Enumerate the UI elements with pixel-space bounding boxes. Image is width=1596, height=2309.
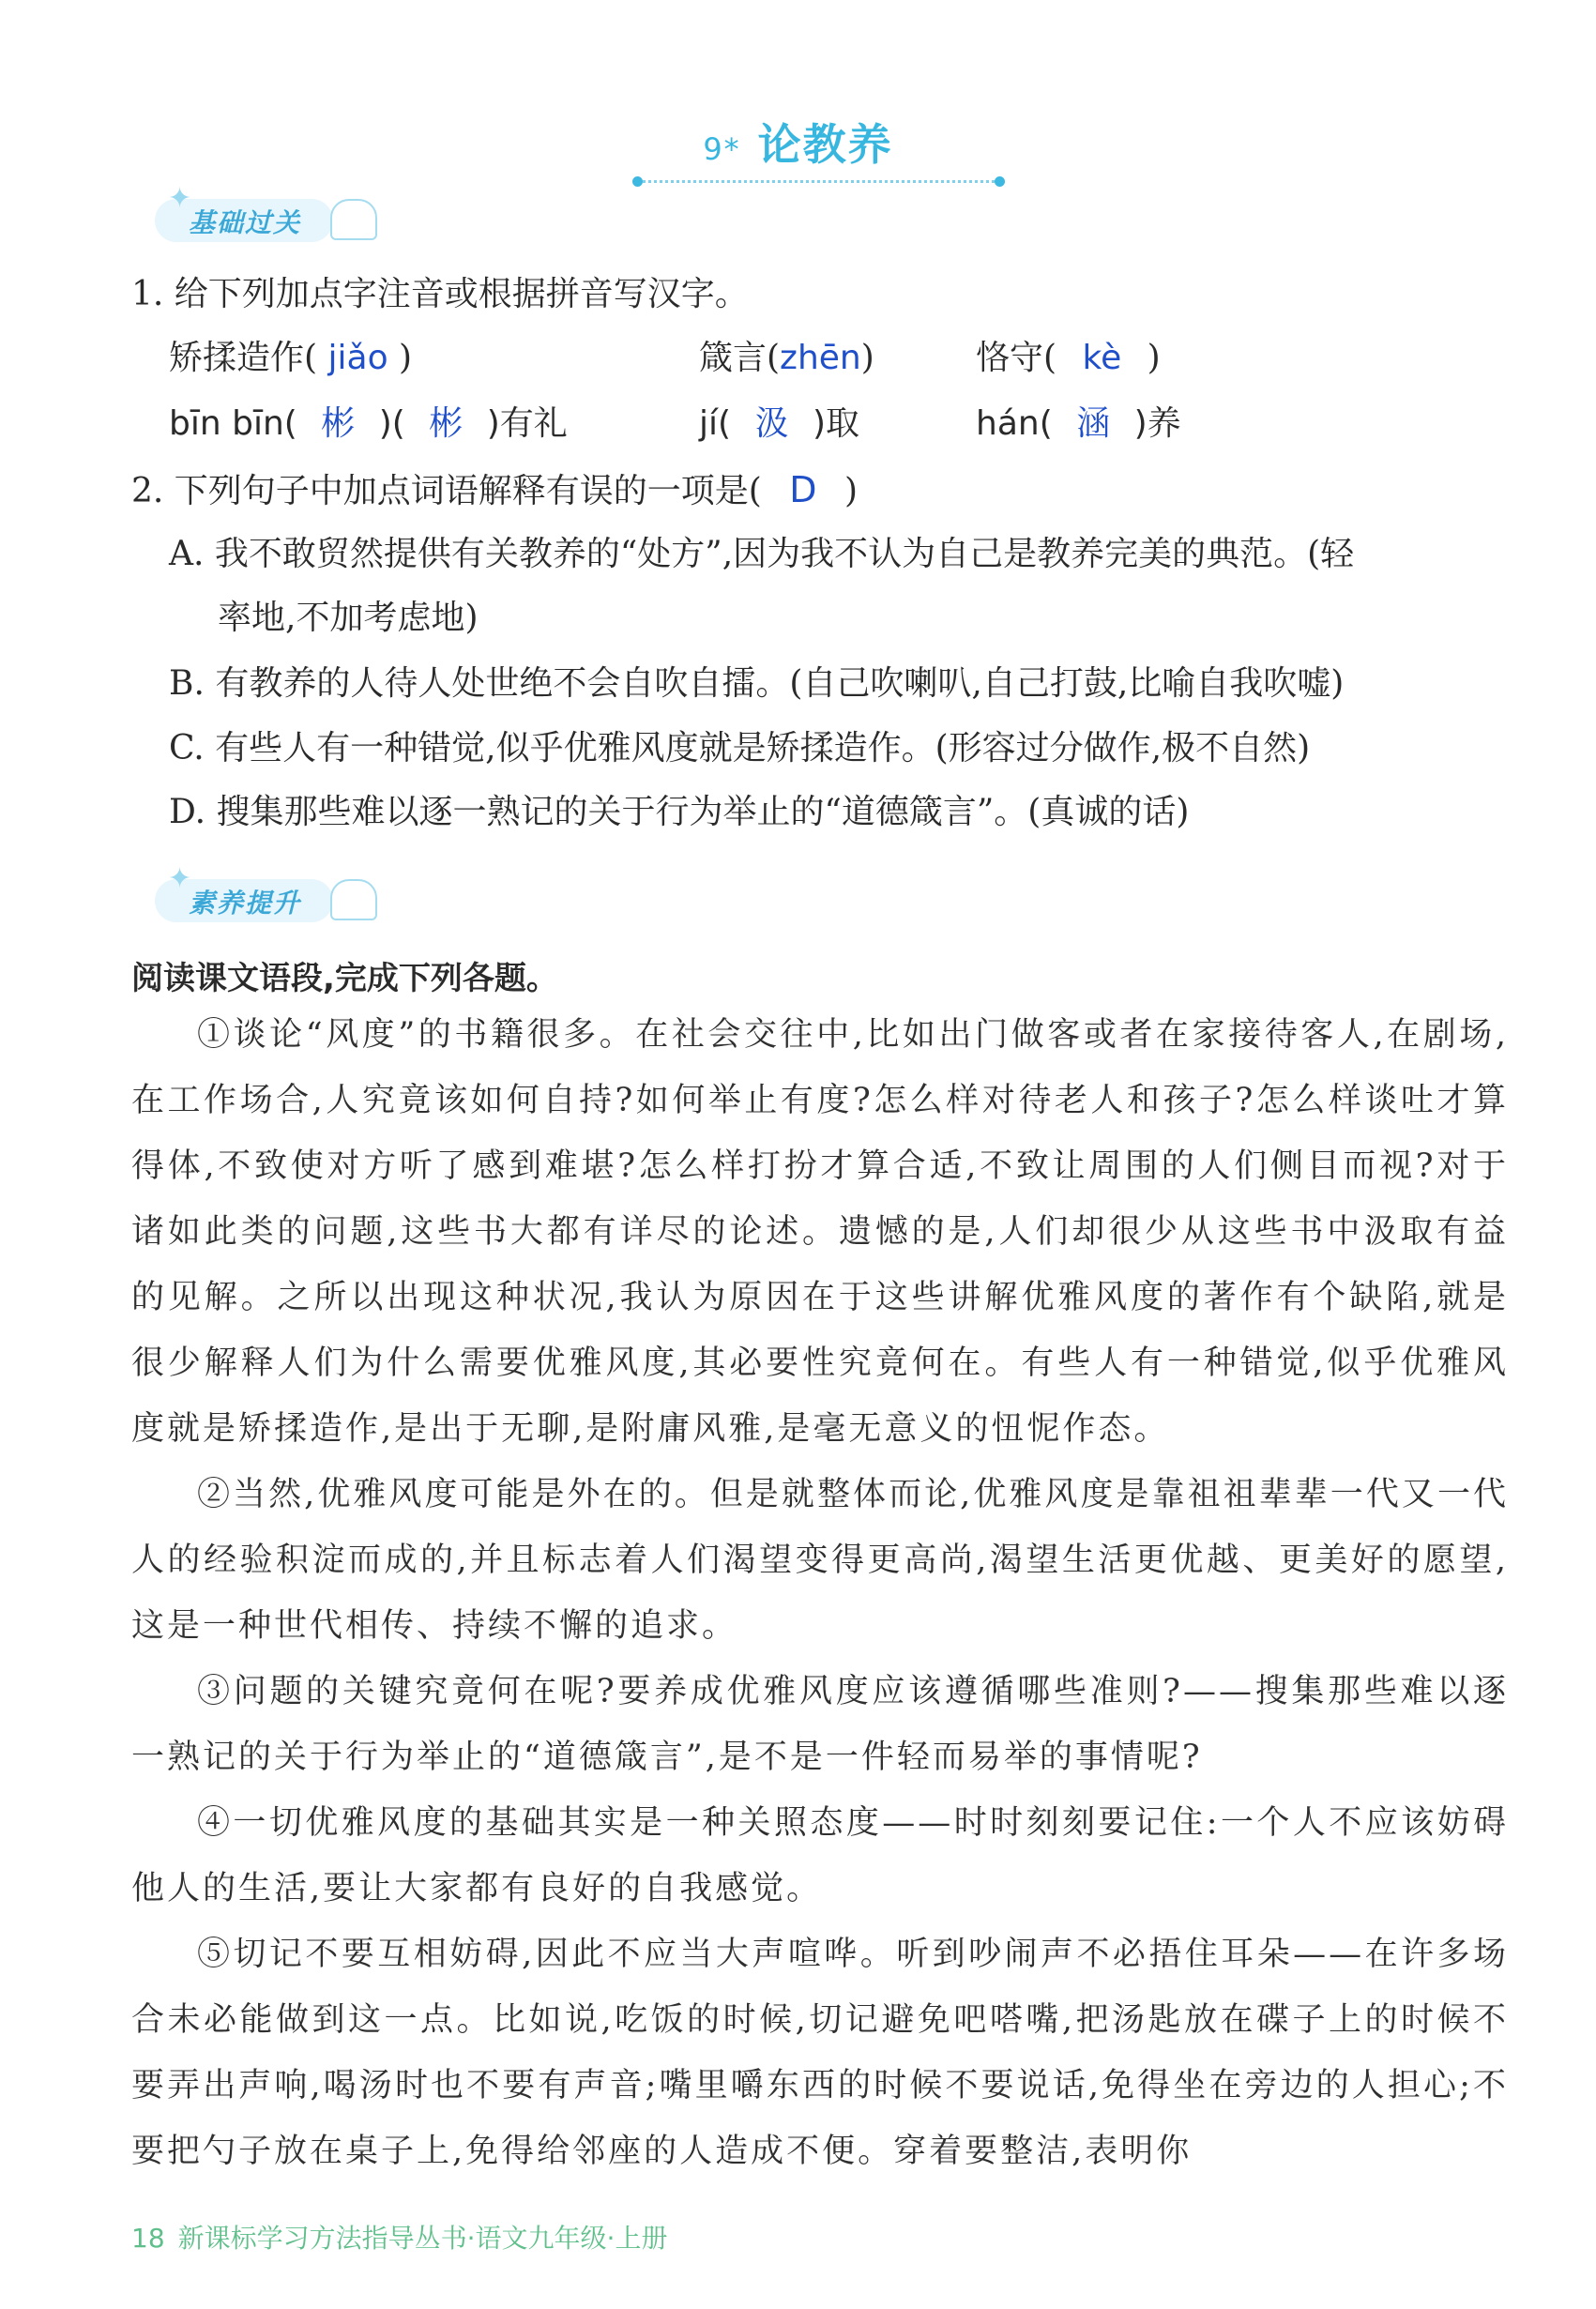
star-icon: ✦ bbox=[168, 862, 192, 895]
q1-suffix: )取 bbox=[812, 404, 860, 443]
q1-answer: 彬 bbox=[321, 404, 356, 443]
q1-stem: 1. 给下列加点字注音或根据拼音写汉字。 bbox=[131, 275, 749, 313]
q1-pinyin: bīn bīn( bbox=[169, 404, 297, 443]
q1-row1-c bbox=[976, 336, 1161, 381]
q1-word: 箴言( bbox=[699, 339, 781, 377]
q1-answer: 汲 bbox=[754, 404, 789, 443]
page-footer bbox=[131, 2218, 667, 2256]
q1-paren: )( bbox=[378, 404, 405, 443]
q1-pinyin: jí( bbox=[699, 404, 732, 443]
q1-paren: ) bbox=[860, 339, 874, 377]
section-badge-advanced bbox=[155, 862, 342, 934]
book-title: 新课标学习方法指导丛书·语文九年级·上册 bbox=[177, 2223, 668, 2254]
lesson-title-text: 论教养 bbox=[757, 119, 893, 170]
q1-word: 恪守( bbox=[976, 339, 1057, 377]
q1-row2-c bbox=[976, 402, 1181, 447]
q2-option-d: D. 搜集那些难以逐一熟记的关于行为举止的“道德箴言”。(真诚的话) bbox=[169, 793, 1190, 831]
q1-row2-a bbox=[169, 402, 568, 447]
paragraph-3: ③问题的关键究竟何在呢?要养成优雅风度应该遵循哪些准则?——搜集那些难以逐一熟记的关于行为举止的“道德箴言”,是不是一件轻而易举的事情呢? bbox=[131, 1673, 1509, 1776]
q1-row2-b bbox=[699, 402, 859, 447]
q2-stem-text: 2. 下列句子中加点词语解释有误的一项是( bbox=[131, 472, 762, 510]
q1-answer: kè bbox=[1082, 339, 1122, 377]
q2-stem bbox=[131, 467, 858, 514]
q1-answer: zhēn bbox=[780, 339, 861, 377]
q1-word: 矫揉造作( bbox=[169, 339, 318, 377]
q2-option-a: A. 我不敢贸然提供有关教养的“处方”,因为我不认为自己是教养完美的典范。(轻 bbox=[169, 535, 1355, 573]
q2-paren: ) bbox=[844, 472, 859, 510]
q1-paren: ) bbox=[1147, 339, 1161, 377]
reading-heading: 阅读课文语段,完成下列各题。 bbox=[131, 960, 558, 997]
title-divider bbox=[638, 180, 999, 183]
paragraph-4: ④一切优雅风度的基础其实是一种关照态度——时时刻刻要记住:一个人不应该妨碍他人的生活,要让大家都有良好的自我感觉。 bbox=[131, 1804, 1509, 1907]
paragraph-5: ⑤切记不要互相妨碍,因此不应当大声喧哗。听到吵闹声不必捂住耳朵——在许多场合未必能做到这一点。比如说,吃饭的时候,切记避免吧嗒嘴,把汤匙放在碟子上的时候不要弄出声响,喝汤时也不要有声音;嘴里嚼东西的时候不要说话,免得坐在旁边的人担心;不要把勺子放在桌子上,免得给邻座的人造成不便。穿着要整洁,表明你 bbox=[131, 1936, 1509, 2170]
q2-answer: D bbox=[789, 469, 817, 510]
badge-label: 基础过关 bbox=[189, 207, 302, 238]
q2-option-a-cont: 率地,不加考虑地) bbox=[218, 599, 479, 637]
q1-pinyin: hán( bbox=[976, 404, 1053, 443]
house-icon bbox=[330, 879, 377, 920]
q1-answer: jiǎo bbox=[327, 339, 388, 377]
lesson-title bbox=[0, 111, 1596, 173]
q1-suffix: )养 bbox=[1133, 404, 1181, 443]
house-icon bbox=[330, 199, 377, 240]
badge-label: 素养提升 bbox=[189, 888, 302, 919]
star-icon: ✦ bbox=[168, 182, 192, 215]
q1-answer: 涵 bbox=[1076, 404, 1111, 443]
q2-option-c: C. 有些人有一种错觉,似乎优雅风度就是矫揉造作。(形容过分做作,极不自然) bbox=[169, 729, 1311, 767]
q1-row1-b bbox=[699, 336, 874, 381]
section-badge-basic bbox=[155, 182, 342, 253]
q1-answer: 彬 bbox=[429, 404, 464, 443]
page-number: 18 bbox=[131, 2223, 165, 2254]
q1-paren: ) bbox=[399, 339, 413, 377]
lesson-number: 9* bbox=[703, 131, 741, 167]
paragraph-2: ②当然,优雅风度可能是外在的。但是就整体而论,优雅风度是靠祖祖辈辈一代又一代人的经验积淀而成的,并且标志着人们渴望变得更高尚,渴望生活更优越、更美好的愿望,这是一种世代相传、持续不懈的追求。 bbox=[131, 1476, 1509, 1645]
q1-suffix: )有礼 bbox=[486, 404, 568, 443]
q1-row1-a bbox=[169, 336, 412, 381]
paragraph-1: ①谈论“风度”的书籍很多。在社会交往中,比如出门做客或者在家接待客人,在剧场,在工作场合,人究竟该如何自持?如何举止有度?怎么样对待老人和孩子?怎么样谈吐才算得体,不致使对方听了感到难堪?怎么样打扮才算合适,不致让周围的人们侧目而视?对于诸如此类的问题,这些书大都有详尽的论述。遗憾的是,人们却很少从这些书中汲取有益的见解。之所以出现这种状况,我认为原因在于这些讲解优雅风度的著作有个缺陷,就是很少解释人们为什么需要优雅风度,其必要性究竟何在。有些人有一种错觉,似乎优雅风度就是矫揉造作,是出于无聊,是附庸风雅,是毫无意义的忸怩作态。 bbox=[131, 1016, 1509, 1448]
q2-option-b: B. 有教养的人待人处世绝不会自吹自擂。(自己吹喇叭,自己打鼓,比喻自我吹嘘) bbox=[169, 664, 1345, 703]
